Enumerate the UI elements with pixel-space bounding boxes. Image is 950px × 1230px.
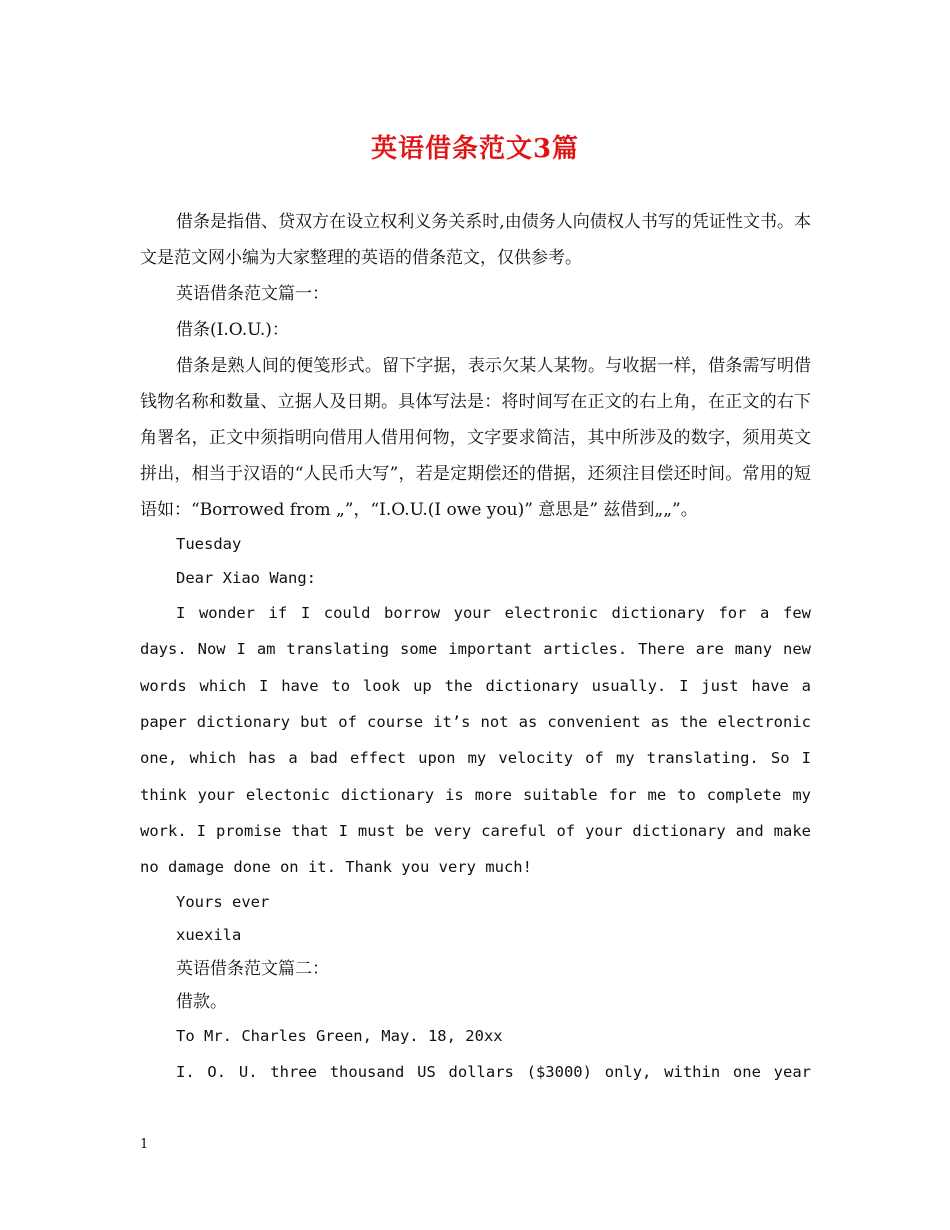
document-body (140, 204, 811, 1090)
letter1-greeting: Dear Xiao Wang: (176, 568, 316, 587)
letter1-signature: xuexila (176, 926, 242, 945)
intro-paragraph: 借条是指借、贷双方在设立权利义务关系时,由债务人向债权人书写的凭证性文书。本文是范文网小编为大家整理的英语的借条范文，仅供参考。 (140, 212, 811, 268)
letter1-date: Tuesday (176, 535, 242, 553)
explanation-paragraph: 借条是熟人间的便笺形式。留下字据，表示欠某人某物。与收据一样，借条需写明借钱物名称和数量、立据人及日期。具体写法是：将时间写在正文的右上角，在正文的右下角署名，正文中须指明向借用人借用何物，文字要求简洁，其中所涉及的数字，须用英文拼出，相当于汉语的“人民币大写”，若是定期偿还的借据，还须注目偿还时间。常用的短语如：“Borrowed from „”，“I.O.U.(I owe you)” 意思是” 兹借到„„”。 (140, 356, 811, 520)
loan-heading: 借款。 (176, 992, 227, 1013)
letter1-closing: Yours ever (176, 892, 270, 911)
letter2-recipient-line: To Mr. Charles Green, May. 18, 20xx (176, 1026, 503, 1045)
section1-heading: 英语借条范文篇一： (176, 284, 329, 304)
section2-heading: 英语借条范文篇二： (176, 958, 329, 979)
letter2-body: I. O. U. three thousand US dollars ($3000) only, within one year (176, 1062, 811, 1081)
letter1-body: I wonder if I could borrow your electronic dictionary for a few days. Now I am translating some important articles. There are many new words which I have to look up the dictionary usually. I just have a paper dictionary but of course it’s not as convenient as the electronic one, which has a bad effect upon my velocity of my translating. So I think your electonic dictionary is more suitable for me to complete my work. I promise that I must be very careful of your dictionary and make no damage done on it. Thank you very much! (140, 604, 811, 877)
document-title: 英语借条范文3篇 (370, 134, 580, 164)
iou-heading: 借条(I.O.U.)： (176, 320, 289, 340)
page-number: 1 (140, 1137, 149, 1152)
